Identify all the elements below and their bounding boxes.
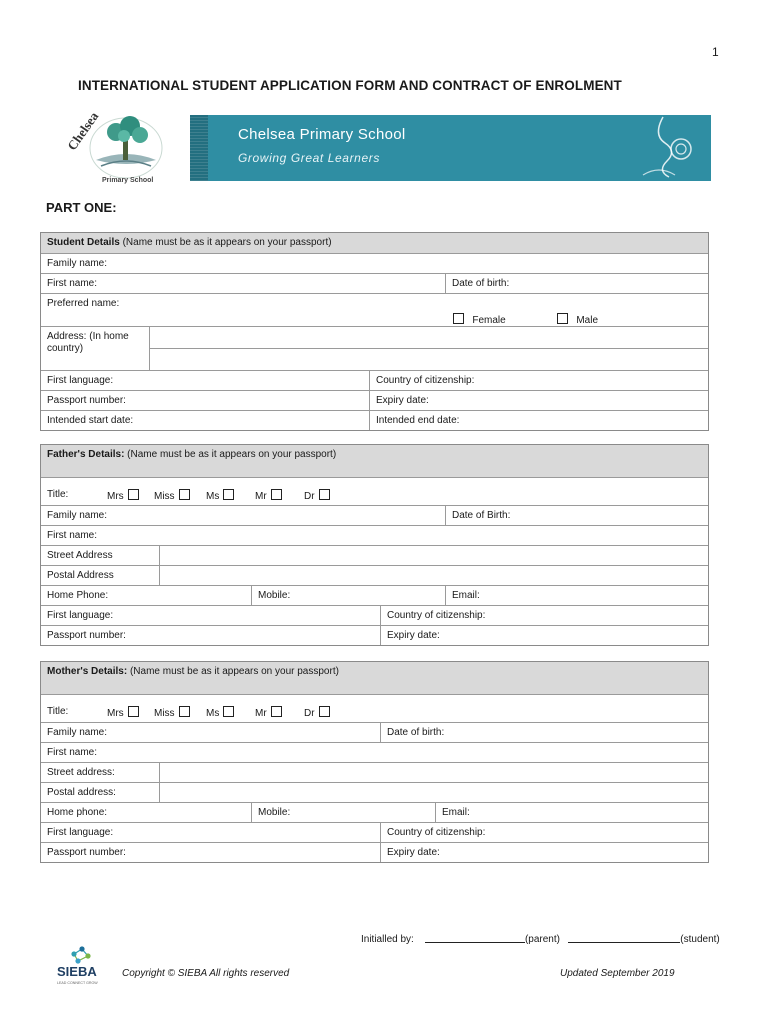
checkbox-icon: [179, 706, 190, 717]
swirl-decoration-icon: [623, 115, 703, 181]
mother-home-phone-label: Home phone:: [47, 807, 108, 818]
father-postal-label: Postal Address: [47, 570, 114, 581]
father-language-row[interactable]: [41, 605, 708, 625]
part-one-label: PART ONE:: [46, 200, 117, 215]
father-first-language-label: First language:: [47, 610, 114, 621]
checkbox-icon: [223, 489, 234, 500]
student-passport-row[interactable]: [41, 390, 708, 410]
sieba-logo: [52, 946, 114, 986]
sieba-tagline: LEAD CONNECT GROW: [57, 981, 98, 985]
banner-tagline: Growing Great Learners: [238, 151, 380, 165]
father-passport-label: Passport number:: [47, 630, 126, 641]
father-mobile-cell[interactable]: [251, 586, 445, 605]
sieba-network-icon: [52, 946, 114, 986]
mother-family-name-label: Family name:: [47, 727, 108, 738]
student-family-name-label: Family name:: [47, 258, 108, 269]
father-email-label: Email:: [452, 590, 480, 601]
mother-details-note: (Name must be as it appears on your passport): [127, 666, 339, 677]
mother-street-input[interactable]: [159, 763, 708, 782]
checkbox-icon: [128, 489, 139, 500]
father-title-mr[interactable]: Mr: [255, 489, 282, 502]
banner-school-name: Chelsea Primary School: [238, 126, 406, 143]
mother-phone-row[interactable]: [41, 802, 708, 822]
mother-first-language-label: First language:: [47, 827, 114, 838]
male-option[interactable]: [553, 313, 598, 326]
mother-street-label: Street address:: [47, 767, 115, 778]
student-address-label: Address: (In home country): [47, 331, 129, 354]
father-citizenship-label: Country of citizenship:: [387, 610, 486, 621]
student-citizenship-label: Country of citizenship:: [376, 375, 475, 386]
mother-language-row[interactable]: [41, 822, 708, 842]
father-postal-input[interactable]: [159, 566, 708, 585]
student-address-row: [41, 326, 708, 370]
tree-logo-icon: [56, 108, 186, 188]
mother-title-dr[interactable]: Dr: [304, 706, 330, 719]
parent-label: (parent): [524, 934, 560, 945]
female-option[interactable]: [449, 313, 506, 326]
initialled-by-label: Initialled by:: [361, 934, 414, 945]
student-expiry-label: Expiry date:: [376, 395, 429, 406]
father-title-label: Title:: [47, 489, 69, 500]
mother-dob-cell[interactable]: [380, 723, 708, 742]
father-title-mrs[interactable]: Mrs: [107, 489, 139, 502]
father-first-name-row[interactable]: [41, 525, 708, 545]
checkbox-icon: [179, 489, 190, 500]
logo-bottom-text: Primary School: [102, 177, 154, 184]
student-preferred-name-label: Preferred name:: [47, 298, 120, 309]
mother-citizenship-label: Country of citizenship:: [387, 827, 486, 838]
student-details-heading: Student Details: [47, 237, 120, 248]
student-initial-field[interactable]: [568, 933, 680, 943]
mother-dob-label: Date of birth:: [387, 727, 445, 738]
female-label: Female: [472, 315, 506, 326]
student-address-line-1[interactable]: [149, 327, 708, 348]
father-dob-cell[interactable]: [445, 506, 708, 525]
mother-title-miss[interactable]: Miss: [154, 706, 190, 719]
father-first-name-label: First name:: [47, 530, 98, 541]
student-first-language-label: First language:: [47, 375, 114, 386]
student-end-date-label: Intended end date:: [376, 415, 460, 426]
mother-details-heading: Mother's Details:: [47, 666, 128, 677]
student-first-name-row[interactable]: [41, 273, 708, 293]
student-details-table: [40, 232, 709, 431]
mother-passport-label: Passport number:: [47, 847, 126, 858]
father-expiry-cell[interactable]: [380, 626, 708, 645]
banner-stripe: [190, 115, 208, 181]
mother-citizenship-cell[interactable]: [380, 823, 708, 842]
mother-details-table: [40, 661, 709, 863]
mother-family-name-row[interactable]: [41, 722, 708, 742]
father-family-name-label: Family name:: [47, 510, 108, 521]
mother-street-row: [41, 762, 708, 782]
father-street-row: [41, 545, 708, 565]
mother-title-mrs[interactable]: Mrs: [107, 706, 139, 719]
logo-top-text: Chelsea: [64, 108, 102, 153]
student-dob-cell[interactable]: [445, 274, 708, 293]
student-preferred-name-row[interactable]: [41, 293, 708, 326]
checkbox-icon: [319, 489, 330, 500]
student-dates-row[interactable]: [41, 410, 708, 430]
student-language-row[interactable]: [41, 370, 708, 390]
school-logo: [56, 108, 186, 188]
father-phone-row[interactable]: [41, 585, 708, 605]
checkbox-icon: [223, 706, 234, 717]
initialled-by-line: [361, 933, 720, 945]
father-postal-row: [41, 565, 708, 585]
father-details-heading: Father's Details:: [47, 449, 125, 460]
mother-email-cell[interactable]: [435, 803, 708, 822]
father-dob-label: Date of Birth:: [452, 510, 511, 521]
page-number: 1: [712, 45, 719, 59]
father-title-dr[interactable]: Dr: [304, 489, 330, 502]
father-details-note: (Name must be as it appears on your passport): [124, 449, 337, 460]
checkbox-icon: [128, 706, 139, 717]
student-family-name-row[interactable]: [41, 253, 708, 273]
mother-mobile-label: Mobile:: [258, 807, 291, 818]
father-family-name-row[interactable]: [41, 505, 708, 525]
mother-details-header: [41, 662, 708, 694]
mother-email-label: Email:: [442, 807, 470, 818]
school-banner: [190, 115, 711, 181]
student-end-date-cell[interactable]: [369, 411, 708, 430]
checkbox-icon: [271, 706, 282, 717]
student-citizenship-cell[interactable]: [369, 371, 708, 390]
mother-title-ms[interactable]: Ms: [206, 706, 234, 719]
student-label: (student): [680, 934, 720, 945]
father-mobile-label: Mobile:: [258, 590, 291, 601]
mother-first-name-row[interactable]: [41, 742, 708, 762]
mother-title-row: [41, 694, 708, 722]
copyright-text: Copyright © SIEBA All rights reserved: [122, 968, 290, 979]
mother-postal-label: Postal address:: [47, 787, 116, 798]
female-checkbox[interactable]: [453, 313, 464, 324]
father-passport-row[interactable]: [41, 625, 708, 645]
father-street-label: Street Address: [47, 550, 113, 561]
father-citizenship-cell[interactable]: [380, 606, 708, 625]
father-title-miss[interactable]: Miss: [154, 489, 190, 502]
father-expiry-label: Expiry date:: [387, 630, 440, 641]
mother-title-mr[interactable]: Mr: [255, 706, 282, 719]
mother-first-name-label: First name:: [47, 747, 98, 758]
sieba-wordmark: SIEBA: [57, 964, 97, 979]
student-passport-label: Passport number:: [47, 395, 126, 406]
father-details-table: [40, 444, 709, 646]
mother-title-label: Title:: [47, 706, 69, 717]
mother-expiry-label: Expiry date:: [387, 847, 440, 858]
father-details-header: [41, 445, 708, 477]
checkbox-icon: [271, 489, 282, 500]
student-start-date-label: Intended start date:: [47, 415, 134, 426]
student-address-line-2[interactable]: [149, 348, 708, 370]
male-checkbox[interactable]: [557, 313, 568, 324]
father-title-ms[interactable]: Ms: [206, 489, 234, 502]
page-title: INTERNATIONAL STUDENT APPLICATION FORM AND CONTRACT OF ENROLMENT: [78, 78, 622, 93]
father-email-cell[interactable]: [445, 586, 708, 605]
mother-passport-row[interactable]: [41, 842, 708, 862]
father-home-phone-label: Home Phone:: [47, 590, 109, 601]
student-details-header: [41, 233, 708, 253]
student-dob-label: Date of birth:: [452, 278, 510, 289]
updated-date: Updated September 2019: [560, 968, 675, 979]
mother-postal-input[interactable]: [159, 783, 708, 802]
parent-initial-field[interactable]: [425, 933, 525, 943]
mother-expiry-cell[interactable]: [380, 843, 708, 862]
student-first-name-label: First name:: [47, 278, 98, 289]
father-street-input[interactable]: [159, 546, 708, 565]
father-title-row: [41, 477, 708, 505]
mother-mobile-cell[interactable]: [251, 803, 435, 822]
checkbox-icon: [319, 706, 330, 717]
student-details-note: (Name must be as it appears on your passport): [119, 237, 332, 248]
male-label: Male: [576, 315, 599, 326]
student-expiry-cell[interactable]: [369, 391, 708, 410]
mother-postal-row: [41, 782, 708, 802]
